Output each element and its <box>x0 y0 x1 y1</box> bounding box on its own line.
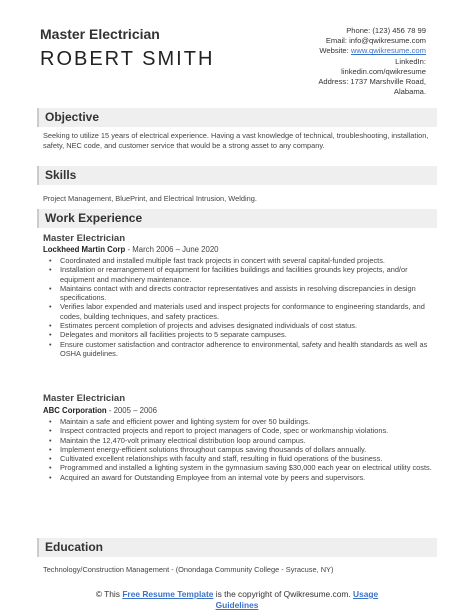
job-2-company: ABC Corporation <box>43 406 107 415</box>
skills-heading: Skills <box>45 168 77 182</box>
contact-linkedin-label: LinkedIn: <box>395 56 426 66</box>
education-text: Technology/Construction Management - (Onondaga Community College - Syracuse, NY) <box>43 565 334 574</box>
website-link[interactable]: www.qwikresume.com <box>350 46 426 56</box>
section-accent-bar <box>37 209 39 228</box>
website-label: Website: <box>319 46 351 56</box>
job-2-title: Master Electrician <box>43 393 126 404</box>
usage-text: Usage <box>353 589 379 599</box>
section-accent-bar <box>37 108 39 127</box>
contact-block <box>226 26 426 97</box>
list-item: • Maintain the 12,470-volt primary electrical distribution loop around campus. <box>44 436 432 445</box>
list-item: • Implement energy-efficient solutions throughout campus saving thousands of dollars annually. <box>44 445 432 454</box>
education-section-header <box>37 538 437 557</box>
free-resume-template-link[interactable]: Free Resume Template <box>122 589 214 599</box>
job-title: Master Electrician <box>40 26 160 42</box>
contact-phone: Phone: (123) 456 78 99 <box>346 26 426 35</box>
section-accent-bar <box>37 538 39 557</box>
contact-email: Email: info@qwikresume.com <box>325 36 426 46</box>
job-1-dates: - March 2006 – June 2020 <box>125 245 219 254</box>
list-item: • Estimates percent completion of projects and advises designated individuals of cost status. <box>44 321 432 330</box>
job-1-bullets <box>44 256 432 358</box>
contact-address: Address: 1737 Marshville Road, <box>318 77 426 87</box>
experience-section-header <box>37 209 437 228</box>
job-1-company-line <box>43 245 219 254</box>
guidelines-text: Guidelines <box>215 600 259 610</box>
list-item: • Cultivated excellent relationships with faculty and staff, resulting in fluid operations of the business. <box>44 454 432 463</box>
list-item: • Acquired an award for Outstanding Employee from an internal vote by peers and supervisors. <box>44 473 432 482</box>
list-item: • Ensure customer satisfaction and contractor adherence to environmental, safety and health standards as well as OSHA guidelines. <box>44 340 432 359</box>
contact-linkedin-value: linkedin.com/qwikresume <box>341 66 426 76</box>
skills-section-header <box>37 166 437 185</box>
experience-heading: Work Experience <box>45 211 143 225</box>
skills-text: Project Management, BluePrint, and Electrical Intrusion, Welding. <box>43 194 257 203</box>
footer-prefix: © This <box>95 589 123 599</box>
list-item: • Installation or rearrangement of equipment for facilities buildings and facilities grounds key projects, and/or equipment and machinery maintenance. <box>44 265 432 284</box>
job-2-bullets <box>44 417 432 482</box>
list-item: • Maintain a safe and efficient power and lighting system for over 50 buildings. <box>44 417 432 426</box>
education-heading: Education <box>45 540 104 554</box>
contact-address-line2: Alabama. <box>393 87 426 97</box>
footer-middle: is the copyright of Qwikresume.com. <box>213 589 354 599</box>
list-item: • Coordinated and installed multiple fast track projects in concert with several capital-funded projects. <box>44 256 432 265</box>
objective-text: Seeking to utilize 15 years of electrical experience. Having a vast knowledge of technical, troubleshooting, installation, safety, NEC code, and customer service that would be a strong asset to any company. <box>43 131 429 150</box>
section-accent-bar <box>37 166 39 185</box>
job-2-company-line <box>43 406 157 415</box>
job-1-title: Master Electrician <box>43 233 126 244</box>
list-item: • Maintains contact with and directs contractor representatives and assists in resolving discrepancies in design specifications. <box>44 284 432 303</box>
copyright-footer <box>0 589 474 611</box>
list-item: • Programmed and installed a lighting system in the gymnasium saving $30,000 each year on electrical utility costs. <box>44 463 432 472</box>
objective-section-header <box>37 108 437 127</box>
list-item: • Inspect contracted projects and report to project managers of Code, spec or workmanship violations. <box>44 426 432 435</box>
list-item: • Verifies labor expended and materials used and inspect projects for conformance to engineering standards, and codes, building techniques, and safety practices. <box>44 302 432 321</box>
resume-header <box>0 0 474 108</box>
objective-heading: Objective <box>45 110 100 124</box>
list-item: • Delegates and monitors all facilities projects to 5 separate campuses. <box>44 330 432 339</box>
job-1-company: Lockheed Martin Corp <box>43 245 126 254</box>
contact-website <box>226 46 426 56</box>
job-2-dates: - 2005 – 2006 <box>106 406 157 415</box>
candidate-name: ROBERT SMITH <box>40 48 215 70</box>
